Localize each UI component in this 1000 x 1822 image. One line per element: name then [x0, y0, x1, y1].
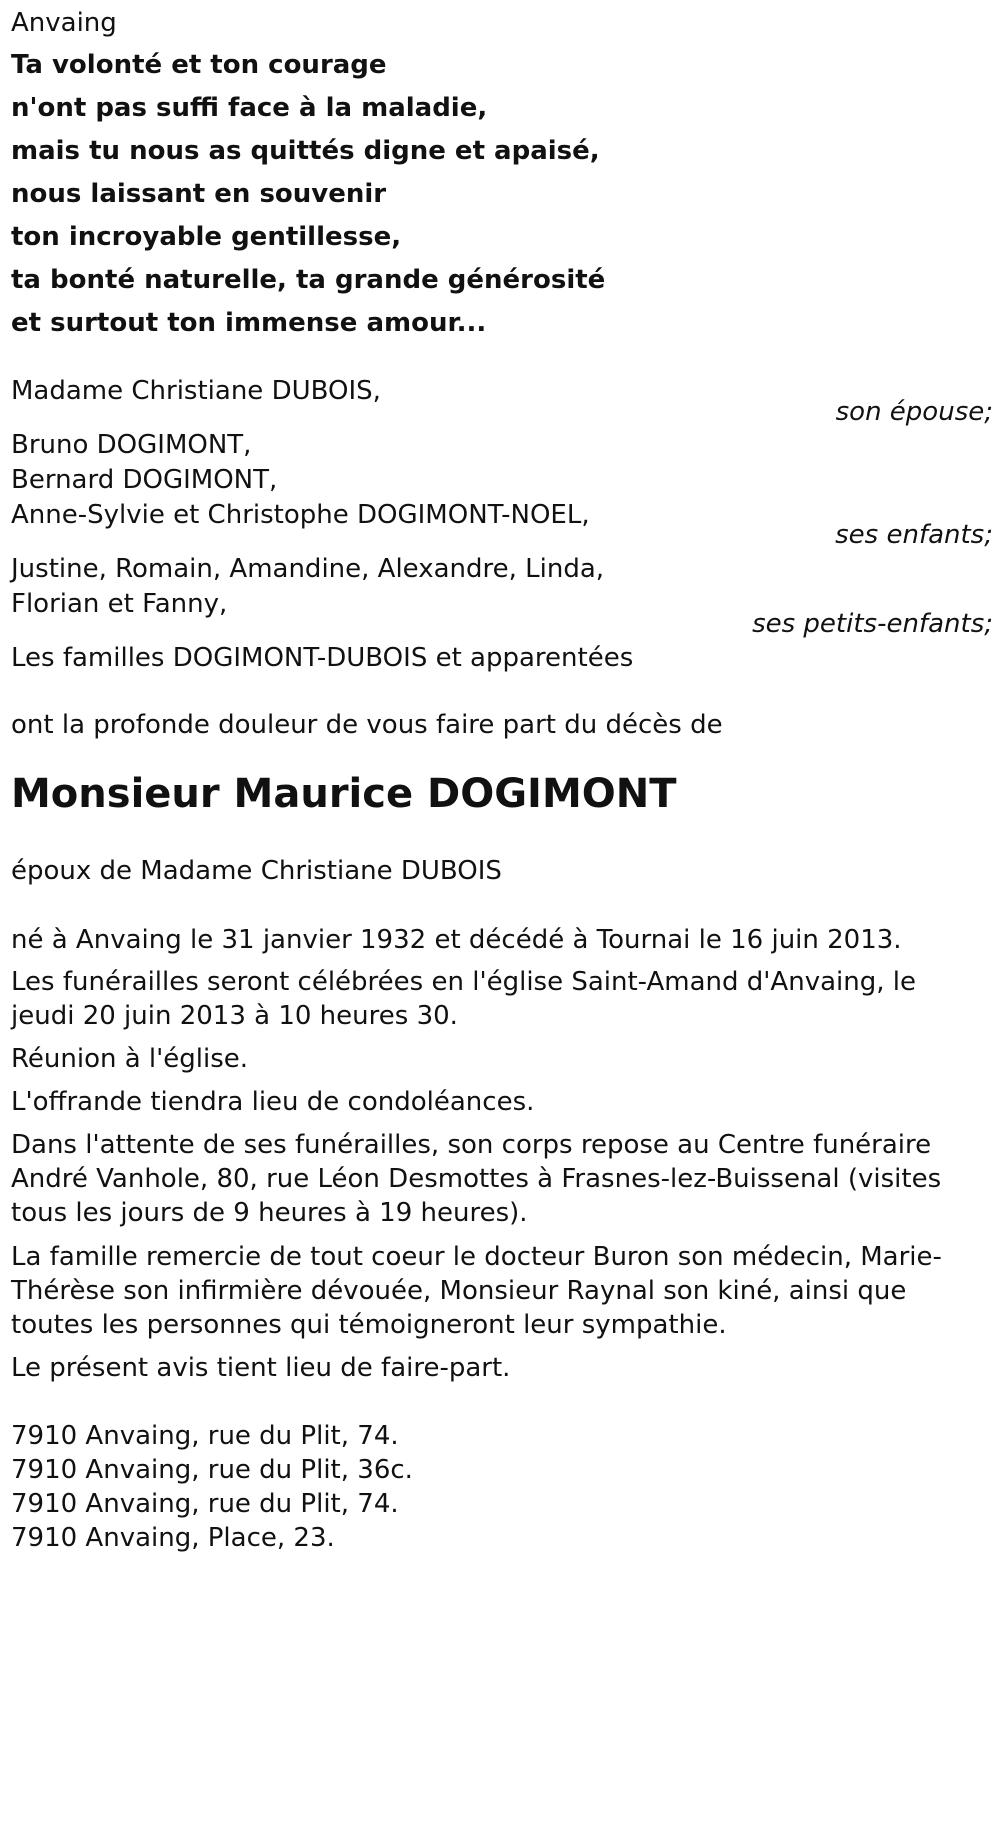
thanks-line-1: La famille remercie de tout coeur le docteur Buron son médecin, Marie-: [11, 1242, 942, 1272]
poem-line-4: nous laissant en souvenir: [11, 179, 387, 209]
poem-line-5: ton incroyable gentillesse,: [11, 222, 402, 252]
reunion-line: Réunion à l'église.: [11, 1044, 249, 1074]
child-3: Anne-Sylvie et Christophe DOGIMONT-NOEL,: [11, 500, 590, 530]
child-2: Bernard DOGIMONT,: [11, 465, 278, 495]
spouse-name: Madame Christiane DUBOIS,: [11, 376, 381, 406]
grandchildren-role: ses petits-enfants;: [752, 609, 993, 639]
notice-line: Le présent avis tient lieu de faire-part.: [11, 1353, 511, 1383]
address-3: 7910 Anvaing, rue du Plit, 74.: [11, 1489, 399, 1519]
deceased-name: Monsieur Maurice DOGIMONT: [11, 771, 677, 817]
thanks-line-2: Thérèse son infirmière dévouée, Monsieur Raynal son kiné, ainsi que: [11, 1276, 907, 1306]
grandchildren-line-1: Justine, Romain, Amandine, Alexandre, Linda,: [11, 554, 605, 584]
birth-death-line: né à Anvaing le 31 janvier 1932 et décédé à Tournai le 16 juin 2013.: [11, 925, 902, 955]
funeral-line-1: Les funérailles seront célébrées en l'église Saint-Amand d'Anvaing, le: [11, 967, 916, 997]
spouse-role: son épouse;: [835, 397, 993, 427]
spouse-of-line: époux de Madame Christiane DUBOIS: [11, 856, 502, 886]
poem-line-6: ta bonté naturelle, ta grande générosité: [11, 265, 606, 295]
offering-line: L'offrande tiendra lieu de condoléances.: [11, 1087, 535, 1117]
thanks-line-3: toutes les personnes qui témoigneront leur sympathie.: [11, 1310, 727, 1340]
place-heading: Anvaing: [11, 8, 117, 38]
poem-line-2: n'ont pas suffi face à la maladie,: [11, 93, 488, 123]
address-1: 7910 Anvaing, rue du Plit, 74.: [11, 1421, 399, 1451]
poem-line-7: et surtout ton immense amour...: [11, 308, 487, 338]
rest-line-3: tous les jours de 9 heures à 19 heures).: [11, 1198, 528, 1228]
poem-line-1: Ta volonté et ton courage: [11, 50, 387, 80]
rest-line-2: André Vanhole, 80, rue Léon Desmottes à Frasnes-lez-Buissenal (visites: [11, 1164, 942, 1194]
poem-line-3: mais tu nous as quittés digne et apaisé,: [11, 136, 600, 166]
announcement: ont la profonde douleur de vous faire part du décès de: [11, 710, 723, 740]
children-role: ses enfants;: [835, 520, 993, 550]
child-1: Bruno DOGIMONT,: [11, 430, 252, 460]
grandchildren-line-2: Florian et Fanny,: [11, 589, 228, 619]
rest-line-1: Dans l'attente de ses funérailles, son corps repose au Centre funéraire: [11, 1130, 932, 1160]
families-line: Les familles DOGIMONT-DUBOIS et apparentées: [11, 643, 634, 673]
address-2: 7910 Anvaing, rue du Plit, 36c.: [11, 1455, 413, 1485]
address-4: 7910 Anvaing, Place, 23.: [11, 1523, 335, 1553]
funeral-line-2: jeudi 20 juin 2013 à 10 heures 30.: [11, 1001, 458, 1031]
